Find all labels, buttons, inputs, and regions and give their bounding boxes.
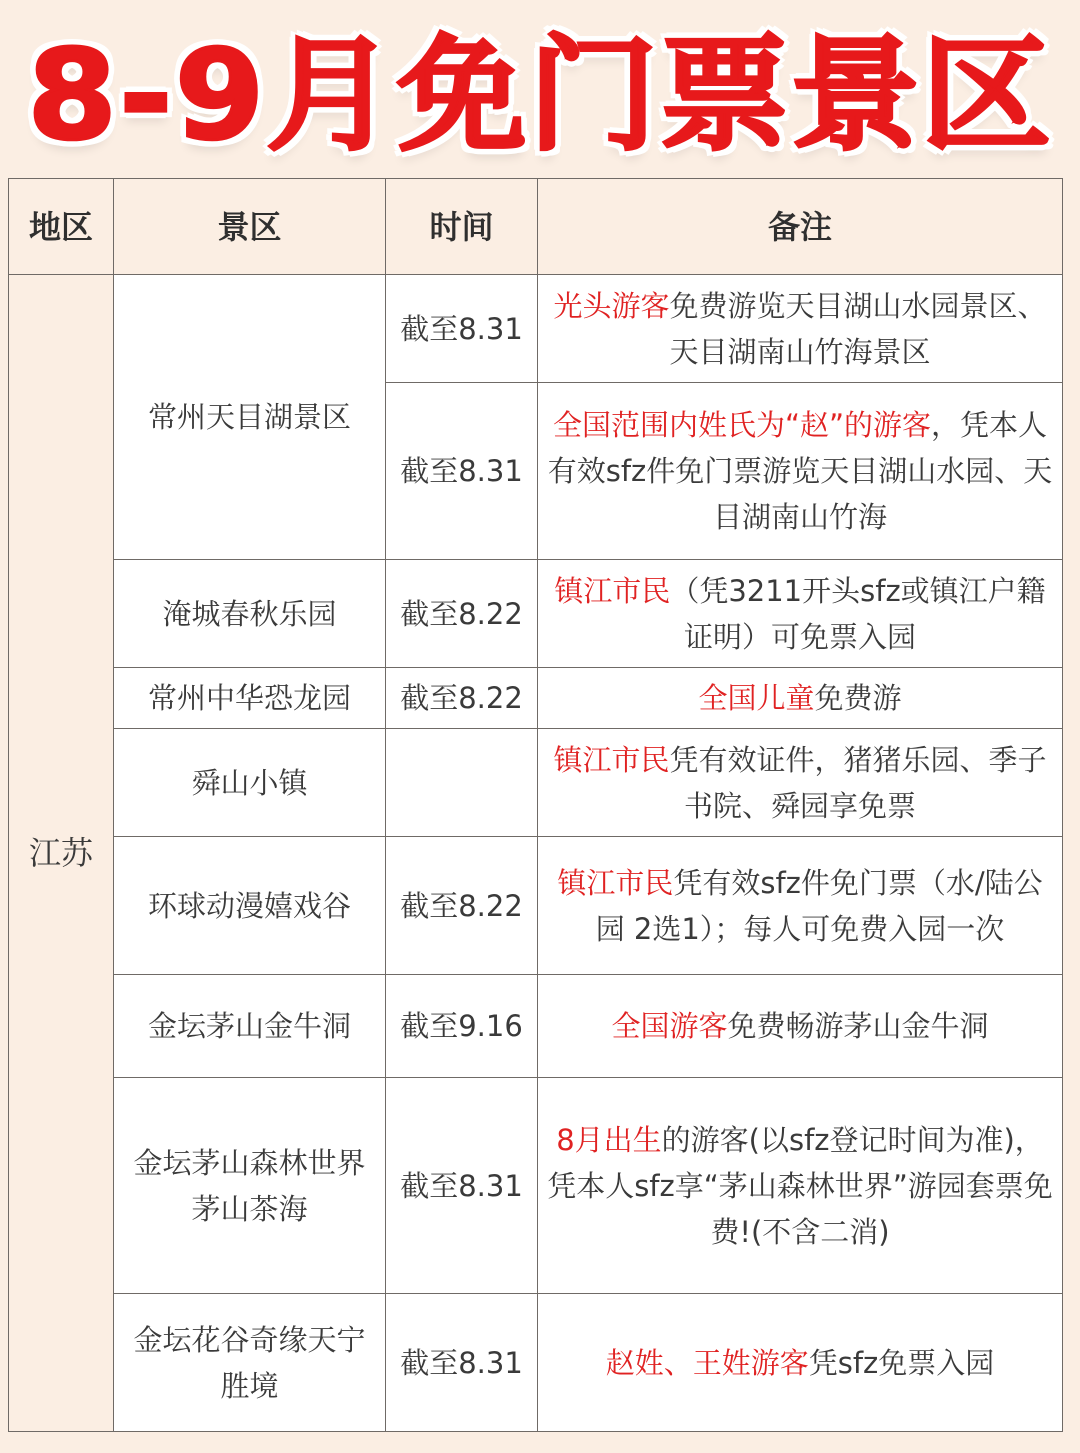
note-cell [538,729,1063,837]
scenic-name: 金坛茅山金牛洞 [114,975,386,1078]
note-text: ，凭本人有效sfz件免门票游览天目湖山水园、天目湖南山竹海 [547,408,1053,534]
time-cell: 截至8.31 [386,1294,538,1432]
note-cell [538,1294,1063,1432]
note-cell [538,975,1063,1078]
time-cell: 截至8.22 [386,668,538,729]
note-text: 的游客(以sfz登记时间为准)，凭本人sfz享“茅山森林世界”游园套票免费!(不含二消) [547,1122,1053,1249]
note-highlight: 全国范围内姓氏为“赵”的游客 [552,408,932,442]
note-highlight: 全国游客 [611,1009,728,1043]
table-row [9,1294,1063,1432]
table-row [9,837,1063,975]
header-note: 备注 [538,179,1063,275]
scenic-name: 金坛茅山森林世界茅山茶海 [114,1078,386,1294]
note-text: 凭sfz免票入园 [808,1345,995,1380]
scenic-name: 金坛花谷奇缘天宁胜境 [114,1294,386,1432]
note-text: 凭有效sfz件免门票（水/陆公园 2选1）；每人可免费入园一次 [595,865,1043,946]
time-cell: 截至9.16 [386,975,538,1078]
note-highlight: 光头游客 [553,288,670,323]
note-text: 免费游览天目湖山水园景区、天目湖南山竹海景区 [669,288,1047,369]
table-row [9,275,1063,383]
table-row [9,729,1063,837]
table-row [9,975,1063,1078]
time-cell [386,729,538,837]
time-cell: 截至8.31 [386,275,538,383]
scenic-table [8,178,1063,1432]
note-text: 免费游 [814,681,902,715]
note-highlight: 镇江市民 [557,865,674,900]
page-title: 8-9月免门票景区 [27,24,1053,168]
note-cell [538,668,1063,729]
note-highlight: 全国儿童 [698,681,815,715]
header-region: 地区 [9,179,114,275]
scenic-name: 常州中华恐龙园 [114,668,386,729]
note-cell [538,837,1063,975]
note-text: （凭3211开头sfz或镇江户籍证明）可免票入园 [670,573,1046,654]
table-row [9,560,1063,668]
note-cell [538,1078,1063,1294]
note-highlight: 8月出生 [556,1122,662,1157]
page-title-banner [0,0,1080,170]
time-cell: 截至8.31 [386,383,538,560]
note-text: 免费畅游茅山金牛洞 [727,1009,989,1043]
note-cell [538,275,1063,383]
note-highlight: 镇江市民 [554,573,671,608]
note-text: 凭有效证件，猪猪乐园、季子书院、舜园享免票 [669,742,1047,823]
scenic-name: 淹城春秋乐园 [114,560,386,668]
table-row [9,668,1063,729]
region-cell: 江苏 [9,275,114,1432]
note-cell [538,560,1063,668]
table-header-row [9,179,1063,275]
scenic-name: 常州天目湖景区 [114,275,386,560]
scenic-name: 环球动漫嬉戏谷 [114,837,386,975]
note-cell [538,383,1063,560]
note-highlight: 赵姓、王姓游客 [605,1345,809,1380]
scenic-name: 舜山小镇 [114,729,386,837]
header-scenic: 景区 [114,179,386,275]
time-cell: 截至8.22 [386,837,538,975]
note-highlight: 镇江市民 [553,742,670,777]
header-time: 时间 [386,179,538,275]
time-cell: 截至8.22 [386,560,538,668]
time-cell: 截至8.31 [386,1078,538,1294]
table-row [9,1078,1063,1294]
